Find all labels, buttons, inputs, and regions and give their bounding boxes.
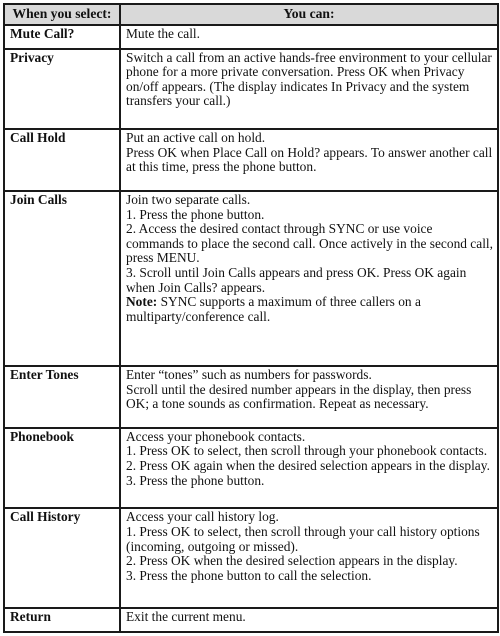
row-description <box>120 608 498 632</box>
table-row <box>4 129 498 191</box>
description-line: Put an active call on hold. <box>126 130 266 146</box>
row-description <box>120 129 498 191</box>
description-line: 3. Press the phone button. <box>126 472 265 488</box>
description-line: 1. Press OK to select, then scroll through your phonebook contacts. <box>126 443 488 459</box>
table-header-row <box>4 4 498 25</box>
row-description <box>120 366 498 428</box>
table-row <box>4 428 498 509</box>
description-line: Exit the current menu. <box>126 608 246 624</box>
table-row <box>4 366 498 428</box>
row-description <box>120 49 498 130</box>
sync-menu-table <box>3 3 499 633</box>
row-description <box>120 428 498 509</box>
row-select-label: Enter Tones <box>4 366 120 428</box>
description-line: 3. Scroll until Join Calls appears and press OK. Press OK again when Join Calls? appears. <box>126 265 467 295</box>
description-line: Scroll until the desired number appears in the display, then press OK; a tone sounds as confirmation. Repeat as necessary. <box>126 381 472 412</box>
description-line: 3. Press the phone button to call the selection. <box>126 567 372 583</box>
row-description <box>120 25 498 49</box>
description-line: 1. Press the phone button. <box>126 206 265 222</box>
description-line: Access your call history log. <box>126 509 279 525</box>
description-line: 1. Press OK to select, then scroll through your call history options (incoming, outgoing or missed). <box>126 524 480 554</box>
note-label: Note: <box>126 294 158 310</box>
row-description <box>120 191 498 366</box>
row-select-label: Return <box>4 608 120 632</box>
row-select-label: Call History <box>4 508 120 608</box>
description-line: Switch a call from an active hands-free environment to your cellular phone for a more private conversation. Press OK when Privacy on/off appears. (The display indicates In Privacy and the system transfers your call.) <box>126 49 492 109</box>
description-line: 2. Press OK when the desired selection appears in the display. <box>126 553 458 569</box>
row-description <box>120 508 498 608</box>
description-line: Join two separate calls. <box>126 192 251 208</box>
table-row <box>4 49 498 130</box>
row-select-label: Join Calls <box>4 191 120 366</box>
table-row <box>4 25 498 49</box>
table-row <box>4 508 498 608</box>
row-select-label: Mute Call? <box>4 25 120 49</box>
table-row <box>4 191 498 366</box>
description-line: 2. Access the desired contact through SYNC or use voice commands to place the second call. Once actively in the second call, press MENU. <box>126 221 493 266</box>
document-page <box>3 3 497 633</box>
row-select-label: Call Hold <box>4 129 120 191</box>
row-select-label: Phonebook <box>4 428 120 509</box>
header-when-you-select: When you select: <box>4 4 120 25</box>
note-line <box>126 295 493 324</box>
description-line: Press OK when Place Call on Hold? appears. To answer another call at this time, press the phone button. <box>126 144 493 175</box>
description-line: Access your phonebook contacts. <box>126 428 306 444</box>
description-line: Mute the call. <box>126 25 200 41</box>
table-row <box>4 608 498 632</box>
note-text: SYNC supports a maximum of three callers on a multiparty/conference call. <box>126 294 421 324</box>
description-line: 2. Press OK again when the desired selection appears in the display. <box>126 457 490 473</box>
row-select-label: Privacy <box>4 49 120 130</box>
header-you-can: You can: <box>120 4 498 25</box>
description-line: Enter “tones” such as numbers for passwords. <box>126 367 372 382</box>
